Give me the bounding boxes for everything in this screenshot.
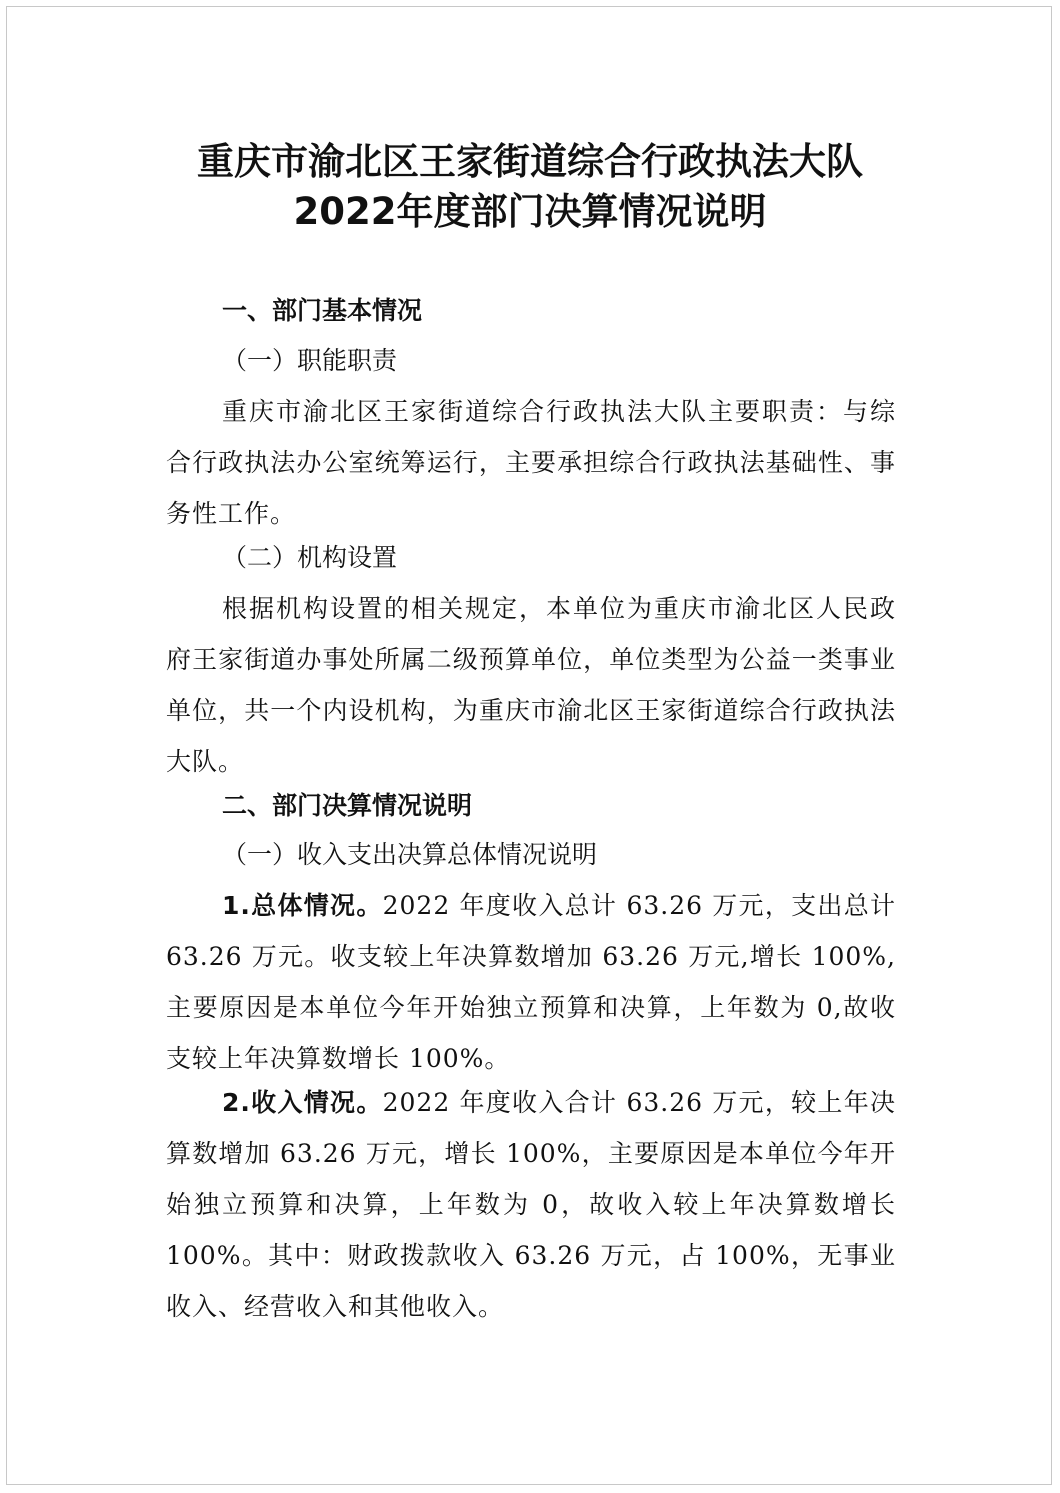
item2-text: 2022 年度收入合计 63.26 万元，较上年决算数增加 63.26 万元，增长 100%，主要原因是本单位今年开始独立预算和决算，上年数为 0，故收入较上年决算数增长 100%。其中：财政拨款收入 63.26 万元，占 100%，无事业收入、经营收入和其他收入。 [166,1088,896,1321]
section1-sub2-heading: （二）机构设置 [222,543,398,572]
section1-heading: 一、部门基本情况 [222,296,423,325]
document-title-line1: 重庆市渝北区王家街道综合行政执法大队 [197,140,863,183]
section1-sub2-text: 根据机构设置的相关规定，本单位为重庆市渝北区人民政府王家街道办事处所属二级预算单位，单位类型为公益一类事业单位，共一个内设机构，为重庆市渝北区王家街道综合行政执法大队。 [166,594,896,776]
document-title-line2: 2022年度部门决算情况说明 [293,190,767,233]
section1-sub1-text: 重庆市渝北区王家街道综合行政执法大队主要职责：与综合行政执法办公室统筹运行，主要承担综合行政执法基础性、事务性工作。 [166,397,896,528]
item1-text: 2022 年度收入总计 63.26 万元，支出总计 63.26 万元。收支较上年决算数增加 63.26 万元,增长 100%,主要原因是本单位今年开始独立预算和决算，上年数为 0,故收支较上年决算数增长 100%。 [166,891,896,1073]
item2-paragraph [166,1077,896,1332]
section1-sub1-heading: （一）职能职责 [222,346,398,375]
item1-lead: 1.总体情况。 [222,891,383,920]
section2-heading: 二、部门决算情况说明 [222,791,473,820]
item1-paragraph [166,880,896,1084]
section2-sub1-heading: （一）收入支出决算总体情况说明 [222,840,598,869]
item2-lead: 2.收入情况。 [222,1088,383,1117]
